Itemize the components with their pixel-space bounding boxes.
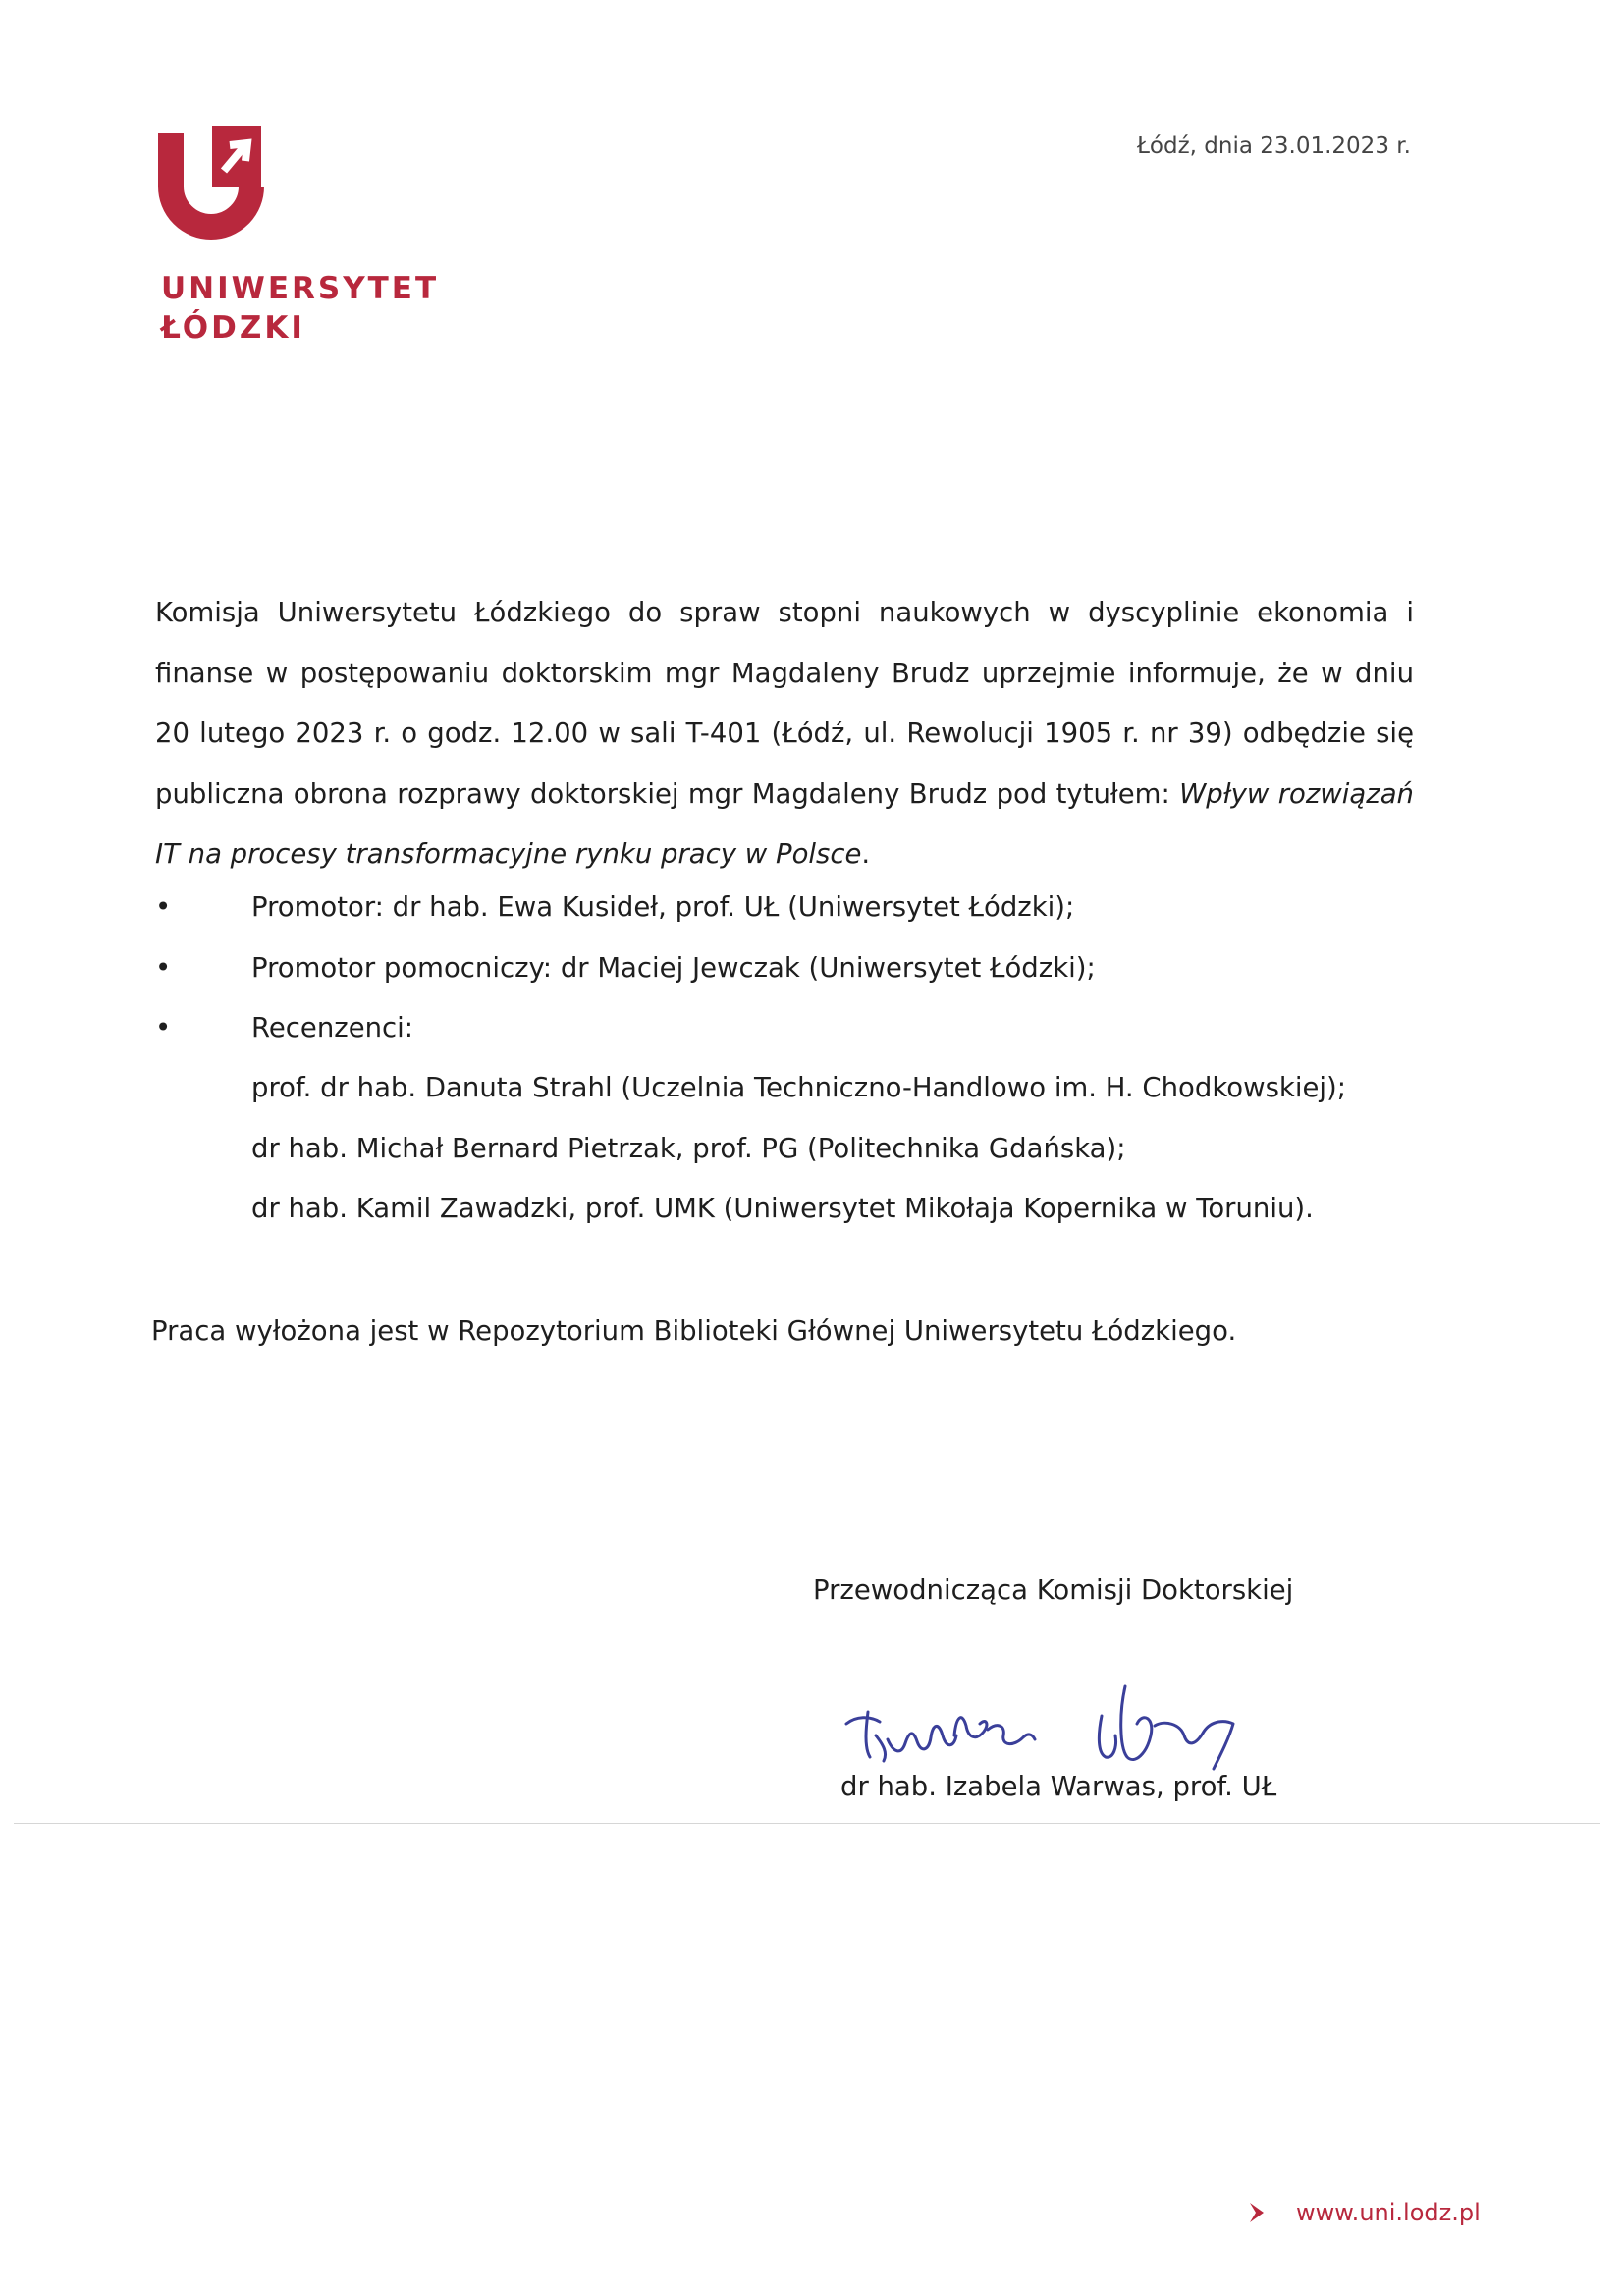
thesis-title: Wpływ rozwiązań IT na procesy transformacyjne rynku pracy w Polsce <box>155 777 1414 870</box>
university-logo-icon <box>157 126 265 245</box>
handwritten-signature <box>840 1667 1292 1785</box>
announcement-text-part2: . <box>861 838 871 870</box>
scan-divider <box>14 1823 1600 1824</box>
footer <box>1247 2199 1481 2226</box>
list-item <box>155 938 1096 999</box>
bullet: • <box>155 1012 172 1043</box>
chair-name: dr hab. Izabela Warwas, prof. UŁ <box>840 1771 1277 1802</box>
arrow-right-icon <box>1247 2201 1267 2224</box>
announcement-paragraph <box>155 583 1414 885</box>
announcement-text-part1: Komisja Uniwersytetu Łódzkiego do spraw stopni naukowych w dyscyplinie ekonomia i finanse w postępowaniu doktorskim mgr Magdaleny Brudz uprzejmie informuje, że w dniu 20 lutego 2023 r. o godz. 12.00 w sali T-401 (Łódź, ul. Rewolucji 1905 r. nr 39) odbędzie się publiczna obrona rozprawy doktorskiej mgr Magdaleny Brudz pod tytułem: <box>155 597 1414 810</box>
reviewers-list <box>251 1058 1346 1240</box>
repository-note: Praca wyłożona jest w Repozytorium Biblioteki Głównej Uniwersytetu Łódzkiego. <box>151 1315 1237 1347</box>
reviewer-entry: dr hab. Michał Bernard Pietrzak, prof. PG (Politechnika Gdańska); <box>251 1132 1126 1164</box>
reviewer-entry: dr hab. Kamil Zawadzki, prof. UMK (Uniwersytet Mikołaja Kopernika w Toruniu). <box>251 1193 1314 1224</box>
list-item-text: Recenzenci: <box>251 1012 414 1043</box>
list-item-text: Promotor pomocniczy: dr Maciej Jewczak (Uniwersytet Łódzki); <box>251 951 1096 984</box>
participants-list <box>155 878 1096 1059</box>
bullet: • <box>155 951 172 984</box>
university-name-line1: UNIWERSYTET <box>161 271 440 306</box>
chair-title: Przewodnicząca Komisji Doktorskiej <box>813 1575 1294 1606</box>
reviewer-entry: prof. dr hab. Danuta Strahl (Uczelnia Techniczno-Handlowo im. H. Chodkowskiej); <box>251 1072 1347 1103</box>
bullet: • <box>155 891 172 923</box>
university-name-line2: ŁÓDZKI <box>161 310 305 346</box>
list-item <box>155 878 1096 938</box>
list-item-text: Promotor: dr hab. Ewa Kusideł, prof. UŁ (Uniwersytet Łódzki); <box>251 891 1075 923</box>
university-name <box>161 269 439 347</box>
letter-date: Łódź, dnia 23.01.2023 r. <box>1137 133 1411 159</box>
list-item <box>155 998 1096 1059</box>
website-link[interactable]: www.uni.lodz.pl <box>1296 2199 1481 2226</box>
